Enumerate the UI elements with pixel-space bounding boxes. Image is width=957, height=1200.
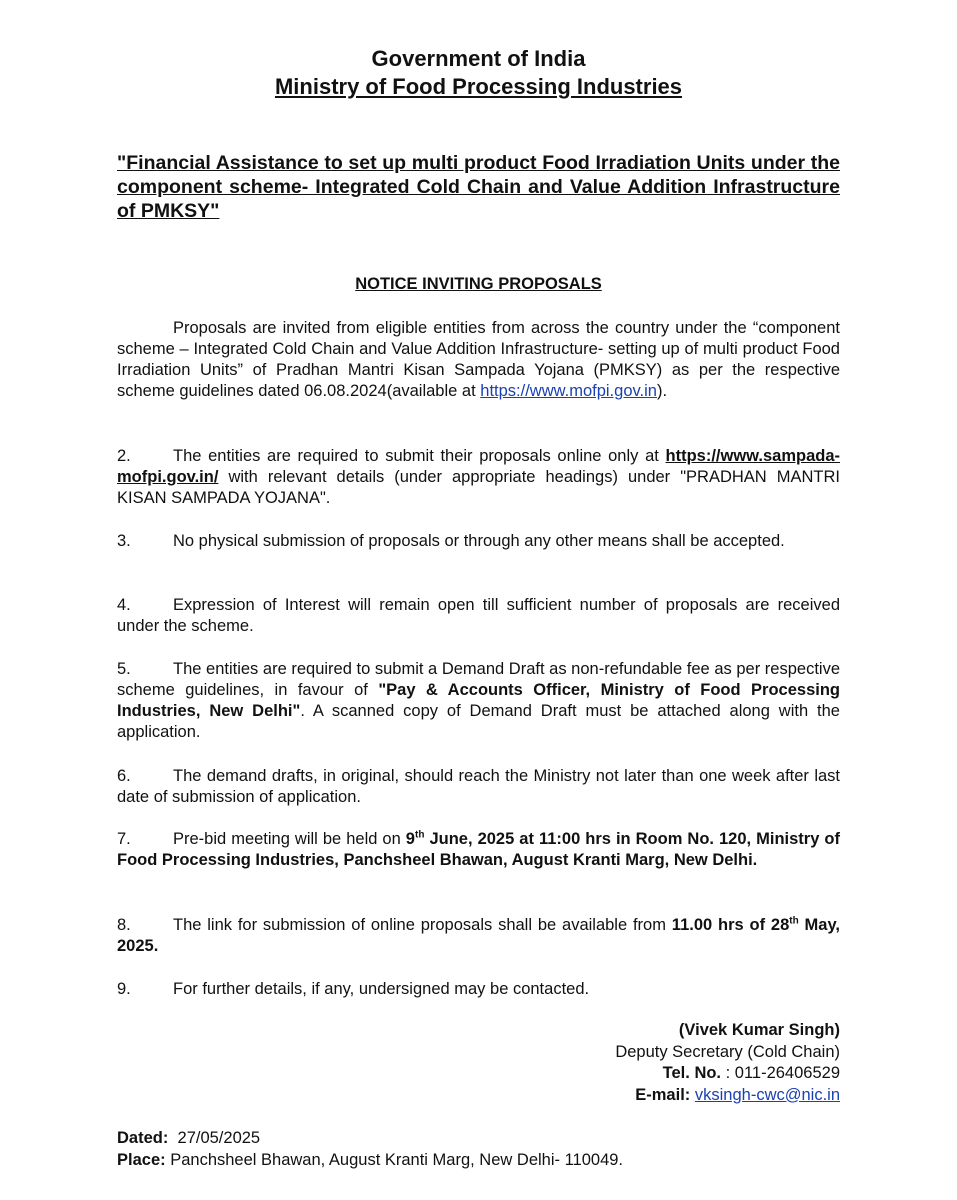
dated-label: Dated:: [117, 1129, 169, 1147]
paragraph-9: [117, 979, 840, 1000]
paragraph-9-number: 9.: [117, 980, 131, 998]
paragraph-6-text: The demand drafts, in original, should reach the Ministry not later than one week after last date of submission of application.: [117, 767, 840, 806]
signatory-tel: [440, 1063, 840, 1085]
paragraph-1-text: Proposals are invited from eligible entities from across the country under the “component scheme – Integrated Cold Chain and Value Addition Infrastructure- setting up of multi product Food Irradiation Units” of Pradhan Mantri Kisan Sampada Yojana (PMKSY) as per the respective scheme guidelines dated 06.08.2024(available at: [117, 319, 840, 400]
paragraph-1: [117, 318, 840, 402]
paragraph-7-day-suffix: th: [414, 829, 425, 841]
signatory-name: (Vivek Kumar Singh): [678, 1021, 840, 1039]
place-value: Panchsheel Bhawan, August Kranti Marg, New Delhi- 110049.: [165, 1150, 624, 1169]
email-link[interactable]: vksingh-cwc@nic.in: [694, 1085, 840, 1104]
signatory-email: [440, 1085, 840, 1107]
paragraph-8-pre: The link for submission of online proposals shall be available from: [173, 916, 672, 934]
paragraph-8-date: May, 2025.: [117, 916, 840, 955]
paragraph-2-number: 2.: [117, 447, 131, 465]
paragraph-4-text: Expression of Interest will remain open till sufficient number of proposals are received under the scheme.: [117, 596, 840, 635]
paragraph-2: [117, 446, 840, 509]
place-label: Place:: [117, 1150, 166, 1169]
signatory-designation: Deputy Secretary (Cold Chain): [615, 1042, 840, 1061]
paragraph-4-number: 4.: [117, 596, 131, 614]
paragraph-6-number: 6.: [117, 767, 131, 785]
paragraph-8-day-suffix: th: [789, 915, 799, 927]
paragraph-8: [117, 915, 840, 957]
email-label: E-mail:: [635, 1085, 691, 1104]
notice-heading: NOTICE INVITING PROPOSALS: [355, 275, 602, 293]
paragraph-5: [117, 659, 840, 743]
paragraph-8-number: 8.: [117, 916, 131, 934]
paragraph-6: [117, 766, 840, 808]
paragraph-7-pre: Pre-bid meeting will be held on: [173, 830, 406, 848]
paragraph-1-tail: ).: [656, 382, 668, 400]
paragraph-2-pre: The entities are required to submit their proposals online only at: [173, 447, 666, 465]
paragraph-7-day: 9: [405, 830, 415, 848]
dated-line: [117, 1128, 840, 1150]
paragraph-7: [117, 829, 840, 871]
paragraph-5-post: . A scanned copy of Demand Draft must be attached along with the application.: [117, 702, 840, 741]
paragraph-4: [117, 595, 840, 637]
tel-label: Tel. No.: [662, 1064, 722, 1082]
header-ministry: Ministry of Food Processing Industries: [274, 74, 683, 99]
scheme-title: "Financial Assistance to set up multi product Food Irradiation Units under the component scheme- Integrated Cold Chain and Value Addition Infrastructure of PMKSY": [117, 152, 840, 222]
header-government: Government of India: [371, 46, 586, 71]
dated-value: 27/05/2025: [168, 1129, 261, 1147]
place-line: [117, 1150, 840, 1172]
paragraph-3: [117, 531, 840, 552]
paragraph-2-post: with relevant details (under appropriate headings) under "PRADHAN MANTRI KISAN SAMPADA YOJANA".: [117, 468, 840, 507]
paragraph-5-number: 5.: [117, 660, 131, 678]
paragraph-8-time: 11.00 hrs of 28: [671, 916, 790, 934]
signature-block: [440, 1020, 840, 1106]
tel-value: : 011-26406529: [721, 1064, 840, 1082]
paragraph-5-payee: "Pay & Accounts Officer, Ministry of Food Processing Industries, New Delhi": [117, 681, 840, 720]
paragraph-3-text: No physical submission of proposals or through any other means shall be accepted.: [173, 532, 785, 550]
paragraph-3-number: 3.: [117, 532, 131, 550]
paragraph-9-text: For further details, if any, undersigned may be contacted.: [173, 980, 590, 998]
paragraph-7-number: 7.: [117, 830, 131, 848]
paragraph-7-details: June, 2025 at 11:00 hrs in Room No. 120, Ministry of Food Processing Industries, Panchsheel Bhawan, August Kranti Marg, New Delhi.: [117, 830, 840, 869]
sampada-link[interactable]: https://www.sampada-mofpi.gov.in/: [117, 447, 840, 486]
paragraph-5-pre: The entities are required to submit a Demand Draft as non-refundable fee as per respective scheme guidelines, in favour of: [117, 660, 840, 699]
footer-block: [117, 1128, 840, 1171]
mofpi-link[interactable]: https://www.mofpi.gov.in: [480, 382, 657, 400]
